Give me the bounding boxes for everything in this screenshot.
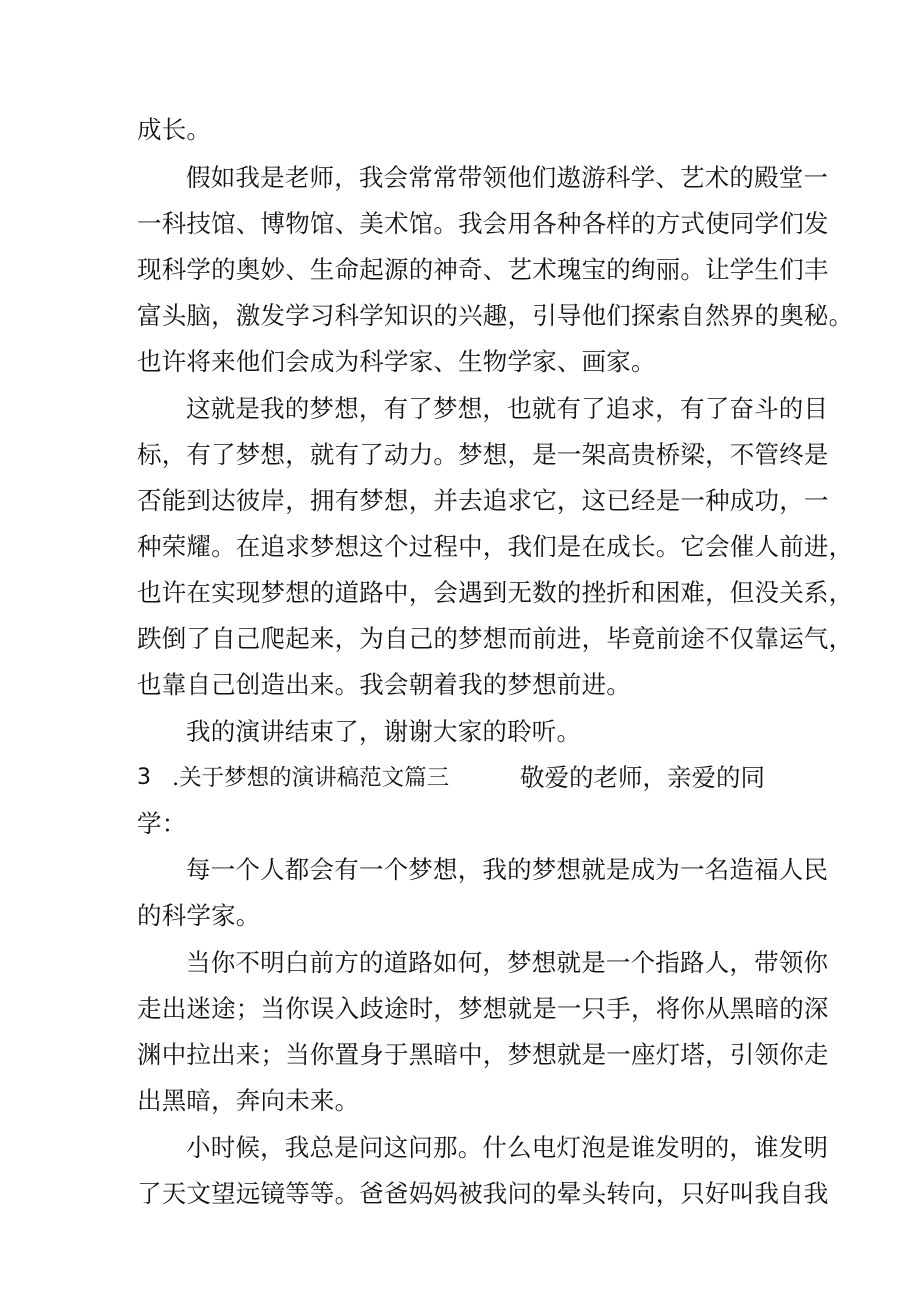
paragraph-start: 每一个人都会有一个梦想，我的梦想就是成为一名造福人民 <box>186 855 829 884</box>
text-line: 了天文望远镜等等。爸爸妈妈被我问的晕头转向，只好叫我自我 <box>137 1179 829 1208</box>
text-line: 渊中拉出来；当你置身于黑暗中，梦想就是一座灯塔，引领你走 <box>137 1040 829 1069</box>
text-line: 出黑暗，奔向未来。 <box>137 1086 360 1115</box>
text-line: 富头脑，激发学习科学知识的兴趣，引导他们探索自然界的奥秘。 <box>137 301 854 330</box>
text-line: 学： <box>137 809 187 838</box>
text-line: 走出迷途；当你误入歧途时，梦想就是一只手，将你从黑暗的深 <box>137 994 829 1023</box>
text-line: 跌倒了自己爬起来，为自己的梦想而前进，毕竟前途不仅靠运气， <box>137 624 854 653</box>
text-line: 成长。 <box>137 115 212 144</box>
paragraph-start: 小时候，我总是问这问那。什么电灯泡是谁发明的，谁发明 <box>186 1133 829 1162</box>
section-heading: .关于梦想的演讲稿范文篇三 <box>172 765 450 791</box>
paragraph-start: 假如我是老师，我会常常带领他们遨游科学、艺术的殿堂一 <box>186 163 829 192</box>
text-line: 也靠自己创造出来。我会朝着我的梦想前进。 <box>137 670 631 699</box>
greeting-text: 敬爱的老师，亲爱的同 <box>520 763 765 792</box>
paragraph-start: 我的演讲结束了，谢谢大家的聆听。 <box>186 717 582 746</box>
text-line: 一科技馆、博物馆、美术馆。我会用各种各样的方式使同学们发 <box>137 209 829 238</box>
text-line: 的科学家。 <box>137 901 261 930</box>
text-line: 也许在实现梦想的道路中，会遇到无数的挫折和困难，但没关系， <box>137 578 854 607</box>
text-line: 种荣耀。在追求梦想这个过程中，我们是在成长。它会催人前进， <box>137 532 854 561</box>
paragraph-start: 这就是我的梦想，有了梦想，也就有了追求，有了奋斗的目 <box>186 394 829 423</box>
text-line: 也许将来他们会成为科学家、生物学家、画家。 <box>137 347 656 376</box>
section-number: 3 <box>137 765 151 790</box>
text-line: 标，有了梦想，就有了动力。梦想，是一架高贵桥梁，不管终是 <box>137 440 829 469</box>
text-line: 现科学的奥妙、生命起源的神奇、艺术瑰宝的绚丽。让学生们丰 <box>137 255 829 284</box>
paragraph-start: 当你不明白前方的道路如何，梦想就是一个指路人，带领你 <box>186 948 829 977</box>
text-line: 否能到达彼岸，拥有梦想，并去追求它，这已经是一种成功，一 <box>137 486 829 515</box>
